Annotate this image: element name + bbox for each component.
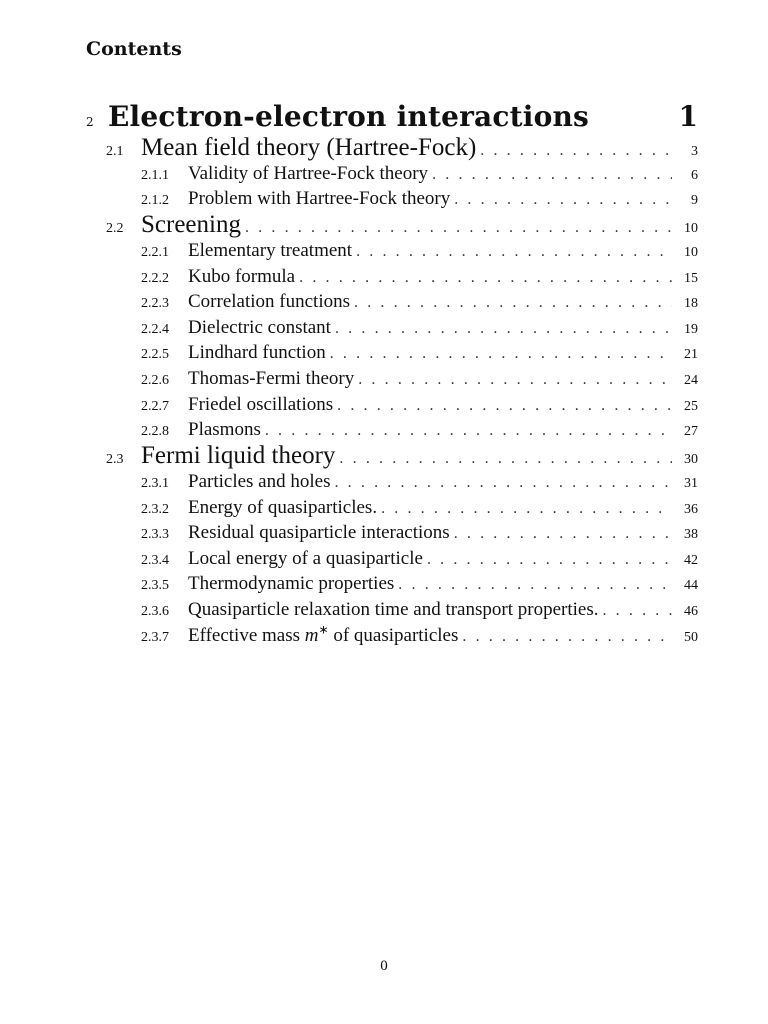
toc-section-entry[interactable] — [106, 442, 698, 470]
subsection-page-number: 9 — [691, 193, 698, 208]
toc-subsection-entry[interactable] — [141, 419, 698, 444]
toc-subsection-entry[interactable] — [141, 471, 698, 496]
subsection-page-number: 15 — [684, 271, 698, 286]
dot-leader — [330, 345, 672, 363]
toc-subsection-entry[interactable] — [141, 317, 698, 342]
subsection-title: Residual quasiparticle interactions — [188, 522, 450, 543]
toc-subsection-entry[interactable] — [141, 291, 698, 316]
toc-subsection-entry[interactable] — [141, 342, 698, 367]
section-title: Mean field theory (Hartree-Fock) — [141, 134, 477, 161]
subsection-number: 2.2.7 — [141, 399, 169, 414]
subsection-number: 2.2.8 — [141, 424, 169, 439]
section-title: Fermi liquid theory — [141, 442, 336, 469]
subsection-title-prefix: Effective mass — [188, 625, 305, 646]
subsection-number: 2.2.1 — [141, 245, 169, 260]
subsection-page-number: 38 — [684, 527, 698, 542]
subsection-page-number: 46 — [684, 604, 698, 619]
section-number: 2.1 — [106, 144, 124, 159]
dot-leader — [356, 243, 672, 261]
toc-subsection-entry[interactable] — [141, 188, 698, 213]
math-superscript-star: ∗ — [318, 622, 329, 637]
toc-chapter-entry[interactable] — [86, 100, 698, 136]
subsection-title-suffix: of quasiparticles — [328, 625, 459, 646]
subsection-number: 2.3.6 — [141, 604, 169, 619]
chapter-page-number: 1 — [678, 100, 698, 133]
section-page-number: 30 — [684, 452, 698, 467]
subsection-title: Dielectric constant — [188, 317, 331, 338]
subsection-number: 2.2.4 — [141, 322, 169, 337]
subsection-number: 2.3.3 — [141, 527, 169, 542]
subsection-number: 2.3.2 — [141, 502, 169, 517]
dot-leader — [358, 371, 672, 389]
subsection-page-number: 19 — [684, 322, 698, 337]
subsection-number: 2.2.3 — [141, 296, 169, 311]
toc-subsection-entry[interactable] — [141, 240, 698, 265]
toc-section-entry[interactable] — [106, 134, 698, 162]
subsection-page-number: 18 — [684, 296, 698, 311]
dot-leader — [427, 551, 672, 569]
dot-leader — [480, 142, 672, 160]
section-page-number: 3 — [691, 144, 698, 159]
page-number-footer: 0 — [380, 958, 388, 974]
subsection-number: 2.2.5 — [141, 347, 169, 362]
subsection-title: Lindhard function — [188, 342, 326, 363]
subsection-number: 2.3.7 — [141, 630, 169, 645]
subsection-page-number: 24 — [684, 373, 698, 388]
math-symbol-m: m — [304, 625, 319, 646]
toc-section-entry[interactable] — [106, 211, 698, 239]
subsection-title: Problem with Hartree-Fock theory — [188, 188, 451, 209]
dot-leader — [299, 269, 672, 287]
dot-leader — [265, 422, 672, 440]
toc-subsection-entry[interactable] — [141, 548, 698, 573]
subsection-number: 2.2.6 — [141, 373, 169, 388]
subsection-page-number: 36 — [684, 502, 698, 517]
dot-leader — [398, 576, 672, 594]
dot-leader — [339, 450, 672, 468]
subsection-page-number: 25 — [684, 399, 698, 414]
dot-leader — [335, 320, 672, 338]
toc-subsection-entry[interactable] — [141, 368, 698, 393]
subsection-number: 2.1.2 — [141, 193, 169, 208]
subsection-page-number: 44 — [684, 578, 698, 593]
dot-leader — [462, 628, 672, 646]
toc-subsection-entry[interactable] — [141, 599, 698, 624]
subsection-title: Correlation functions — [188, 291, 350, 312]
dot-leader — [381, 500, 672, 518]
dot-leader — [337, 397, 672, 415]
section-number: 2.2 — [106, 221, 124, 236]
section-page-number: 10 — [684, 221, 698, 236]
subsection-page-number: 42 — [684, 553, 698, 568]
subsection-page-number: 31 — [684, 476, 698, 491]
dot-leader — [602, 602, 672, 620]
subsection-number: 2.2.2 — [141, 271, 169, 286]
toc-subsection-entry[interactable] — [141, 573, 698, 598]
subsection-title: Thermodynamic properties — [188, 573, 395, 594]
subsection-page-number: 10 — [684, 245, 698, 260]
subsection-title: Kubo formula — [188, 266, 296, 287]
page-header-label: Contents — [86, 38, 182, 60]
subsection-title: Energy of quasiparticles. — [188, 497, 378, 518]
section-title: Screening — [141, 211, 241, 238]
section-number: 2.3 — [106, 452, 124, 467]
subsection-number: 2.1.1 — [141, 168, 169, 183]
dot-leader — [354, 294, 672, 312]
subsection-title: Elementary treatment — [188, 240, 353, 261]
toc-subsection-entry[interactable] — [141, 163, 698, 188]
dot-leader — [432, 166, 672, 184]
subsection-title: Validity of Hartree-Fock theory — [188, 163, 429, 184]
subsection-number: 2.3.5 — [141, 578, 169, 593]
subsection-page-number: 6 — [691, 168, 698, 183]
chapter-title: Electron-electron interactions — [108, 100, 590, 133]
toc-subsection-entry[interactable] — [141, 622, 698, 650]
subsection-number: 2.3.4 — [141, 553, 169, 568]
dot-leader — [334, 474, 672, 492]
subsection-title: Friedel oscillations — [188, 394, 334, 415]
toc-subsection-entry[interactable] — [141, 497, 698, 522]
subsection-title: Plasmons — [188, 419, 261, 440]
subsection-number: 2.3.1 — [141, 476, 169, 491]
subsection-page-number: 50 — [684, 630, 698, 645]
subsection-title: Local energy of a quasiparticle — [188, 548, 423, 569]
subsection-title: Quasiparticle relaxation time and transport properties. — [188, 599, 599, 620]
toc-subsection-entry[interactable] — [141, 522, 698, 547]
subsection-title — [188, 622, 462, 647]
dot-leader — [454, 191, 672, 209]
subsection-title: Particles and holes — [188, 471, 331, 492]
subsection-page-number: 27 — [684, 424, 698, 439]
toc-subsection-entry[interactable] — [141, 266, 698, 291]
subsection-title: Thomas-Fermi theory — [188, 368, 355, 389]
subsection-page-number: 21 — [684, 347, 698, 362]
dot-leader — [245, 219, 672, 237]
toc-subsection-entry[interactable] — [141, 394, 698, 419]
dot-leader — [454, 525, 672, 543]
chapter-number: 2 — [86, 115, 94, 129]
